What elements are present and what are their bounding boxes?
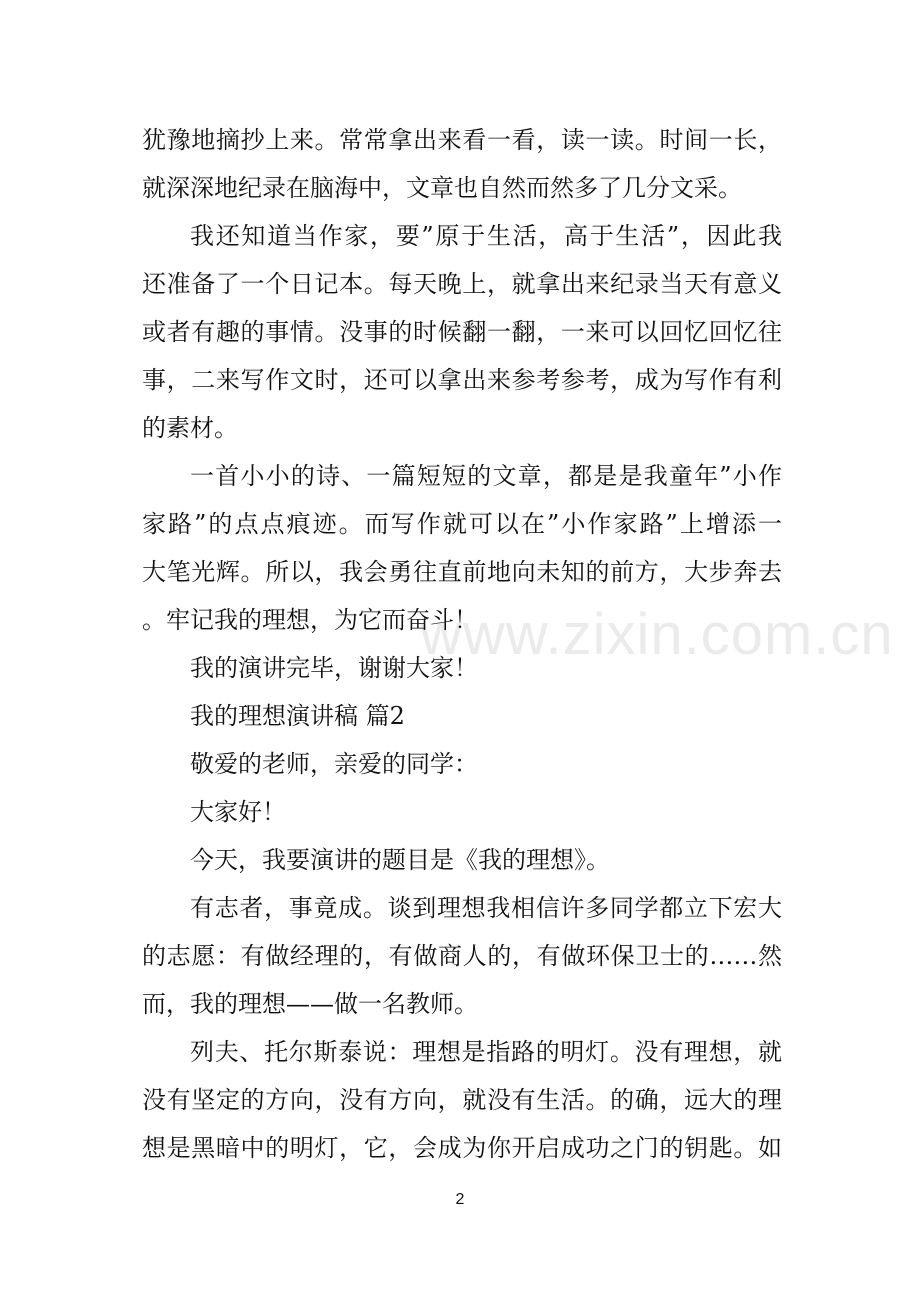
text-line: 。牢记我的理想，为它而奋斗！: [142, 606, 478, 634]
text-line: 而，我的理想——做一名教师。: [142, 990, 478, 1018]
section-heading: 我的理想演讲稿 篇2: [190, 702, 405, 730]
text-line: 大家好！: [190, 798, 286, 826]
text-line: 大笔光辉。所以，我会勇往直前地向未知的前方，大步奔去: [142, 558, 782, 586]
text-line: 就深深地纪录在脑海中，文章也自然而然多了几分文采。: [142, 174, 742, 202]
text-line: 列夫、托尔斯泰说：理想是指路的明灯。没有理想，就: [190, 1038, 782, 1066]
page-number: 2: [455, 1191, 465, 1208]
text-line: 的志愿：有做经理的，有做商人的，有做环保卫士的……然: [142, 942, 782, 970]
text-line: 犹豫地摘抄上来。常常拿出来看一看，读一读。时间一长，: [142, 126, 782, 154]
text-line: 今天，我要演讲的题目是《我的理想》。: [190, 846, 610, 874]
text-line: 或者有趣的事情。没事的时候翻一翻，一来可以回忆回忆往: [142, 318, 782, 346]
text-line: 我的演讲完毕，谢谢大家！: [190, 654, 478, 682]
watermark: www.zixin.com.cn: [420, 602, 894, 667]
text-line: 家路”的点点痕迹。而写作就可以在”小作家路”上增添一: [142, 510, 782, 538]
text-line: 敬爱的老师，亲爱的同学：: [190, 750, 478, 778]
text-line: 没有坚定的方向，没有方向，就没有生活。的确，远大的理: [142, 1086, 782, 1114]
text-line: 的素材。: [142, 414, 238, 442]
text-line: 有志者，事竟成。谈到理想我相信许多同学都立下宏大: [190, 894, 782, 922]
text-line: 一首小小的诗、一篇短短的文章，都是是我童年”小作: [190, 462, 782, 490]
text-line: 还准备了一个日记本。每天晚上，就拿出来纪录当天有意义: [142, 270, 782, 298]
text-line: 想是黑暗中的明灯，它，会成为你开启成功之门的钥匙。如: [142, 1134, 782, 1162]
text-line: 事，二来写作文时，还可以拿出来参考参考，成为写作有利: [142, 366, 782, 394]
text-line: 我还知道当作家，要”原于生活，高于生活”，因此我: [190, 222, 782, 250]
